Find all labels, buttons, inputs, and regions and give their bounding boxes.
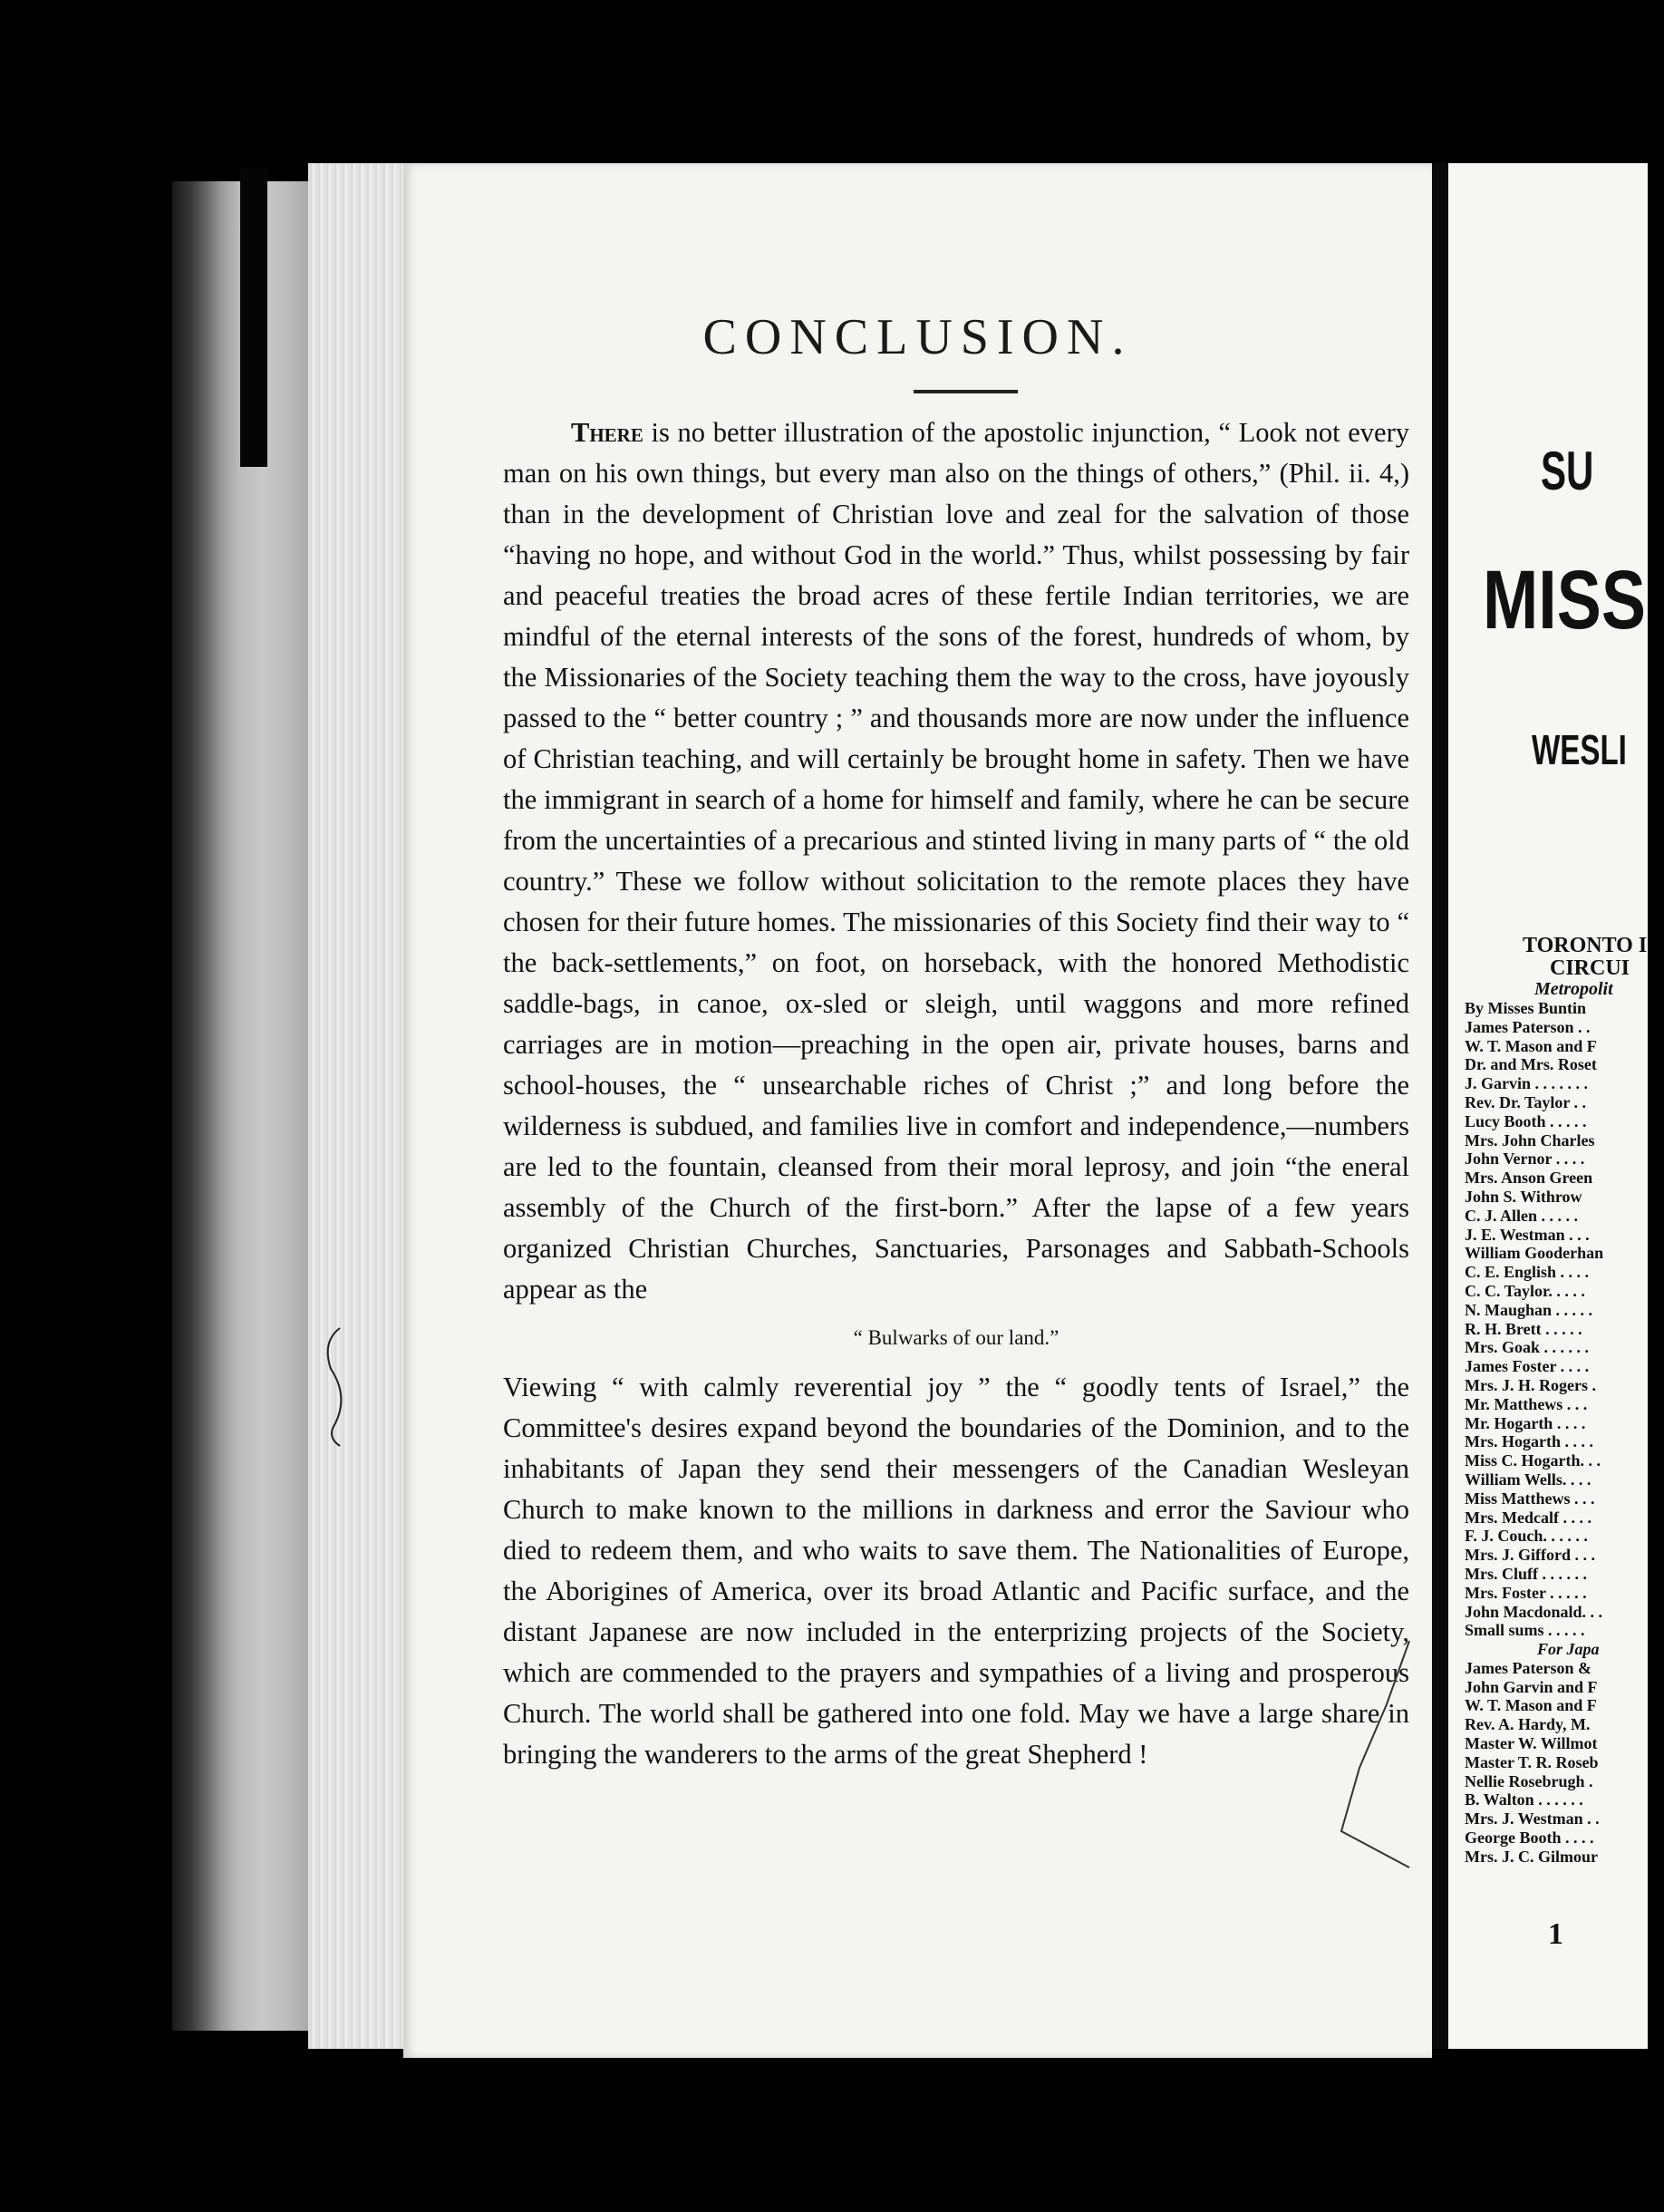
paragraph-1-text: is no better illustration of the apostolic injunction, “ Look not every man on his own things, but every man also on the things of others,” (Phil. ii. 4,) than in the development of Christian love and zeal for the salvation of those “having no hope, and without God in the world.” Thus, whilst possessing by fair and peaceful treaties the broad acres of these fertile Indian territories, we are mindful of the eternal interests of the sons of the forest, hundreds of whom, by the Missionaries of the Society teaching them the way to the cross, have joyously passed to the “ better country ; ” and thousands more are now under the influence of Christian teaching, and will certainly be brought home in safety. Then we have the immigrant in search of a home for himself and family, where he can be secure from the uncertainties of a precarious and stinted living in many parts of “ the old country.” These we follow without solicitation to the remote places they have chosen for their future homes. The missionaries of this Society find their way to “ the back-settlements,” on foot, on horseback, with the honored Methodistic saddle-bags, in canoe, ox-sled or sleigh, until waggons and more refined carriages are in motion—preaching in the open air, private houses, barns and school-houses, the “ unsearchable riches of Christ ;” and long before the wilderness is subdued, and families live in comfort and independence,—numbers are led to the fountain, cleansed from their moral leprosy, and join “the eneral assembly of the Church of the first-born.” After the lapse of a few years organized Christian Churches, Sanctuaries, Parsonages and Sabbath-Schools appear as the [503, 417, 1409, 1305]
page-title: CONCLUSION. [702, 309, 1133, 365]
list-item: Mr. Hogarth . . . . [1465, 1413, 1586, 1432]
list-item: Miss C. Hogarth. . . [1465, 1451, 1601, 1470]
list-item: C. J. Allen . . . . . [1465, 1206, 1579, 1225]
list-item: By Misses Buntin [1465, 999, 1587, 1017]
list-item: Miss Matthews . . . [1465, 1489, 1595, 1508]
list-item: Lucy Booth . . . . . [1465, 1111, 1587, 1130]
list-item: John Vernor . . . . [1465, 1150, 1585, 1169]
right-heading-wesl: WESLI [1532, 726, 1627, 773]
list-item: B. Walton . . . . . . [1465, 1790, 1583, 1809]
page-number: 1 [1548, 1917, 1563, 1951]
list-item: Mrs. John Charles [1465, 1130, 1595, 1150]
left-page [403, 163, 1432, 2058]
list-item: Mrs. J. H. Rogers . [1465, 1375, 1596, 1394]
lead-word: There [571, 417, 643, 448]
list-item: Mrs. Hogarth . . . . [1465, 1432, 1593, 1451]
list-item: Dr. and Mrs. Roset [1465, 1055, 1597, 1074]
list-item: Master W. Willmot [1465, 1734, 1598, 1753]
right-heading-miss: MISS [1483, 554, 1646, 646]
list-item: Mr. Matthews . . . [1465, 1394, 1588, 1413]
list-item: William Wells. . . . [1465, 1470, 1591, 1489]
list-item: James Paterson . . [1465, 1017, 1591, 1036]
list-item: W. T. Mason and F [1465, 1036, 1597, 1055]
title-rule [914, 390, 1018, 393]
list-item: C. C. Taylor. . . . . [1465, 1281, 1585, 1300]
list-item: J. E. Westman . . . [1465, 1225, 1590, 1244]
list-item: F. J. Couch. . . . . . [1465, 1527, 1588, 1546]
list-item: Mrs. Medcalf . . . . [1465, 1508, 1591, 1527]
list-item: John Garvin and F [1465, 1677, 1598, 1696]
list-item: W. T. Mason and F [1465, 1696, 1597, 1715]
list-item: John S. Withrow [1465, 1187, 1582, 1206]
right-section-head: TORONTO I [1523, 934, 1648, 957]
list-item: Rev. Dr. Taylor . . [1465, 1092, 1587, 1111]
paragraph-2: Viewing “ with calmly reverential joy ” the “ goodly tents of Israel,” the Committee's desires expand beyond the boundaries of the Dominion, and to the inhabitants of Japan they send their messengers of the Canadian Wesleyan Church to make known to the millions in darkness and error the Saviour who died to redeem them, and who waits to save them. The Nationalities of Europe, the Aborigines of America, over its broad Atlantic and Pacific surface, and the distant Japanese are now included in the enterprizing projects of the Society, which are commended to the prayers and sympathies of a living and prosperous Church. The world shall be gathered into one fold. May we have a large share in bringing the wanderers to the arms of the great Shepherd ! [503, 1372, 1409, 1770]
list-item: Mrs. J. C. Gilmour [1465, 1847, 1598, 1866]
list-item: R. H. Brett . . . . . [1465, 1319, 1582, 1338]
list-item: J. Garvin . . . . . . . [1465, 1074, 1589, 1093]
gutter [1432, 163, 1448, 2049]
body-text [503, 412, 1409, 1775]
list-item: Mrs. Foster . . . . . [1465, 1583, 1587, 1602]
paragraph-1 [503, 412, 1409, 1310]
list-item: Mrs. Cluff . . . . . . [1465, 1564, 1587, 1583]
list-subhead: For Japa [1537, 1640, 1600, 1659]
list-item: Rev. A. Hardy, M. [1465, 1715, 1591, 1734]
list-item: James Foster . . . . [1465, 1357, 1590, 1376]
right-section-subhead: CIRCUI [1550, 956, 1630, 980]
right-page [1448, 163, 1648, 2049]
page-edges [308, 163, 408, 2049]
list-item: Small sums . . . . . [1465, 1621, 1585, 1640]
list-item: C. E. English . . . . [1465, 1263, 1590, 1282]
list-item: Mrs. Goak . . . . . . [1465, 1338, 1589, 1357]
list-item: William Gooderhan [1465, 1244, 1604, 1263]
list-item: Nellie Rosebrugh . [1465, 1771, 1593, 1790]
list-item: Master T. R. Roseb [1465, 1752, 1599, 1771]
centered-quote: “ Bulwarks of our land.” [853, 1326, 1059, 1349]
list-item: George Booth . . . . [1465, 1829, 1594, 1848]
list-item: Mrs. Anson Green [1465, 1169, 1593, 1188]
spine-shadow [240, 168, 267, 467]
right-section-label: Metropolit [1534, 979, 1613, 999]
subscriber-list [1465, 999, 1664, 1867]
list-item: John Macdonald. . . [1465, 1602, 1603, 1621]
list-item: Mrs. J. Westman . . [1465, 1809, 1600, 1829]
right-heading-su: SU [1541, 441, 1594, 501]
list-item: Mrs. J. Gifford . . . [1465, 1546, 1595, 1565]
list-item: James Paterson & [1465, 1658, 1591, 1677]
list-item: N. Maughan . . . . . [1465, 1300, 1593, 1319]
